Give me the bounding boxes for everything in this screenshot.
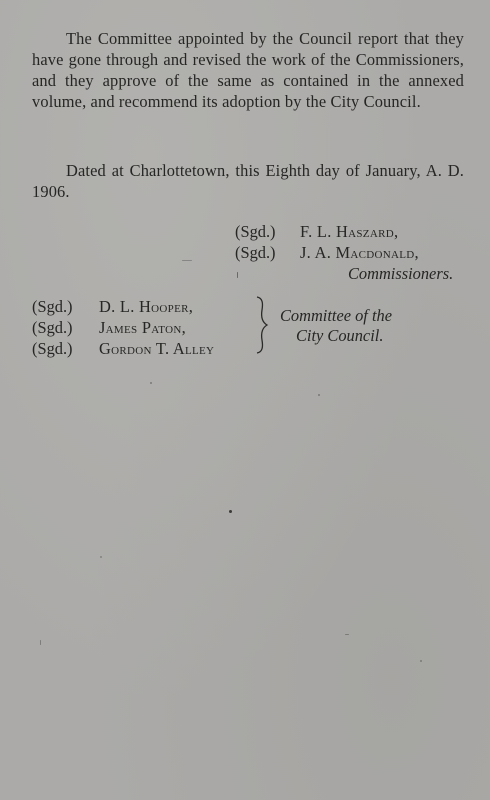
- committee-3-prefix: (Sgd.): [32, 339, 73, 358]
- commissioner-2-prefix: (Sgd.): [235, 243, 276, 262]
- paper-speck: [182, 260, 192, 261]
- report-paragraph: The Committee appointed by the Council report that they have gone through and revised the work of the Commissioners, and they approve of the same as contained in the annexed volume, and recommend its adoption by the City Council.: [32, 29, 464, 112]
- paper-speck: [345, 634, 349, 635]
- committee-2-name: James Paton,: [99, 318, 186, 337]
- curly-brace-icon: [254, 296, 270, 354]
- committee-3-name: Gordon T. Alley: [99, 339, 215, 358]
- committee-title-line2: City Council.: [296, 326, 384, 345]
- dated-line: Dated at Charlottetown, this Eighth day of January, A. D. 1906.: [32, 161, 464, 202]
- commissioner-1-name: F. L. Haszard,: [300, 222, 399, 241]
- paper-speck: [40, 640, 41, 645]
- commissioners-title: Commissioners.: [348, 264, 454, 283]
- commissioner-1-prefix: (Sgd.): [235, 222, 276, 241]
- committee-1-prefix: (Sgd.): [32, 297, 73, 316]
- committee-title-line1: Committee of the: [280, 306, 392, 325]
- paper-speck: [150, 382, 152, 384]
- paper-speck: [100, 556, 102, 558]
- paper-speck: [318, 394, 320, 396]
- committee-2-prefix: (Sgd.): [32, 318, 73, 337]
- paper-speck: [420, 660, 422, 662]
- committee-1-name: D. L. Hooper,: [99, 297, 194, 316]
- paper-speck: [229, 510, 232, 513]
- paper-speck: [237, 272, 238, 278]
- commissioner-2-name: J. A. Macdonald,: [300, 243, 419, 262]
